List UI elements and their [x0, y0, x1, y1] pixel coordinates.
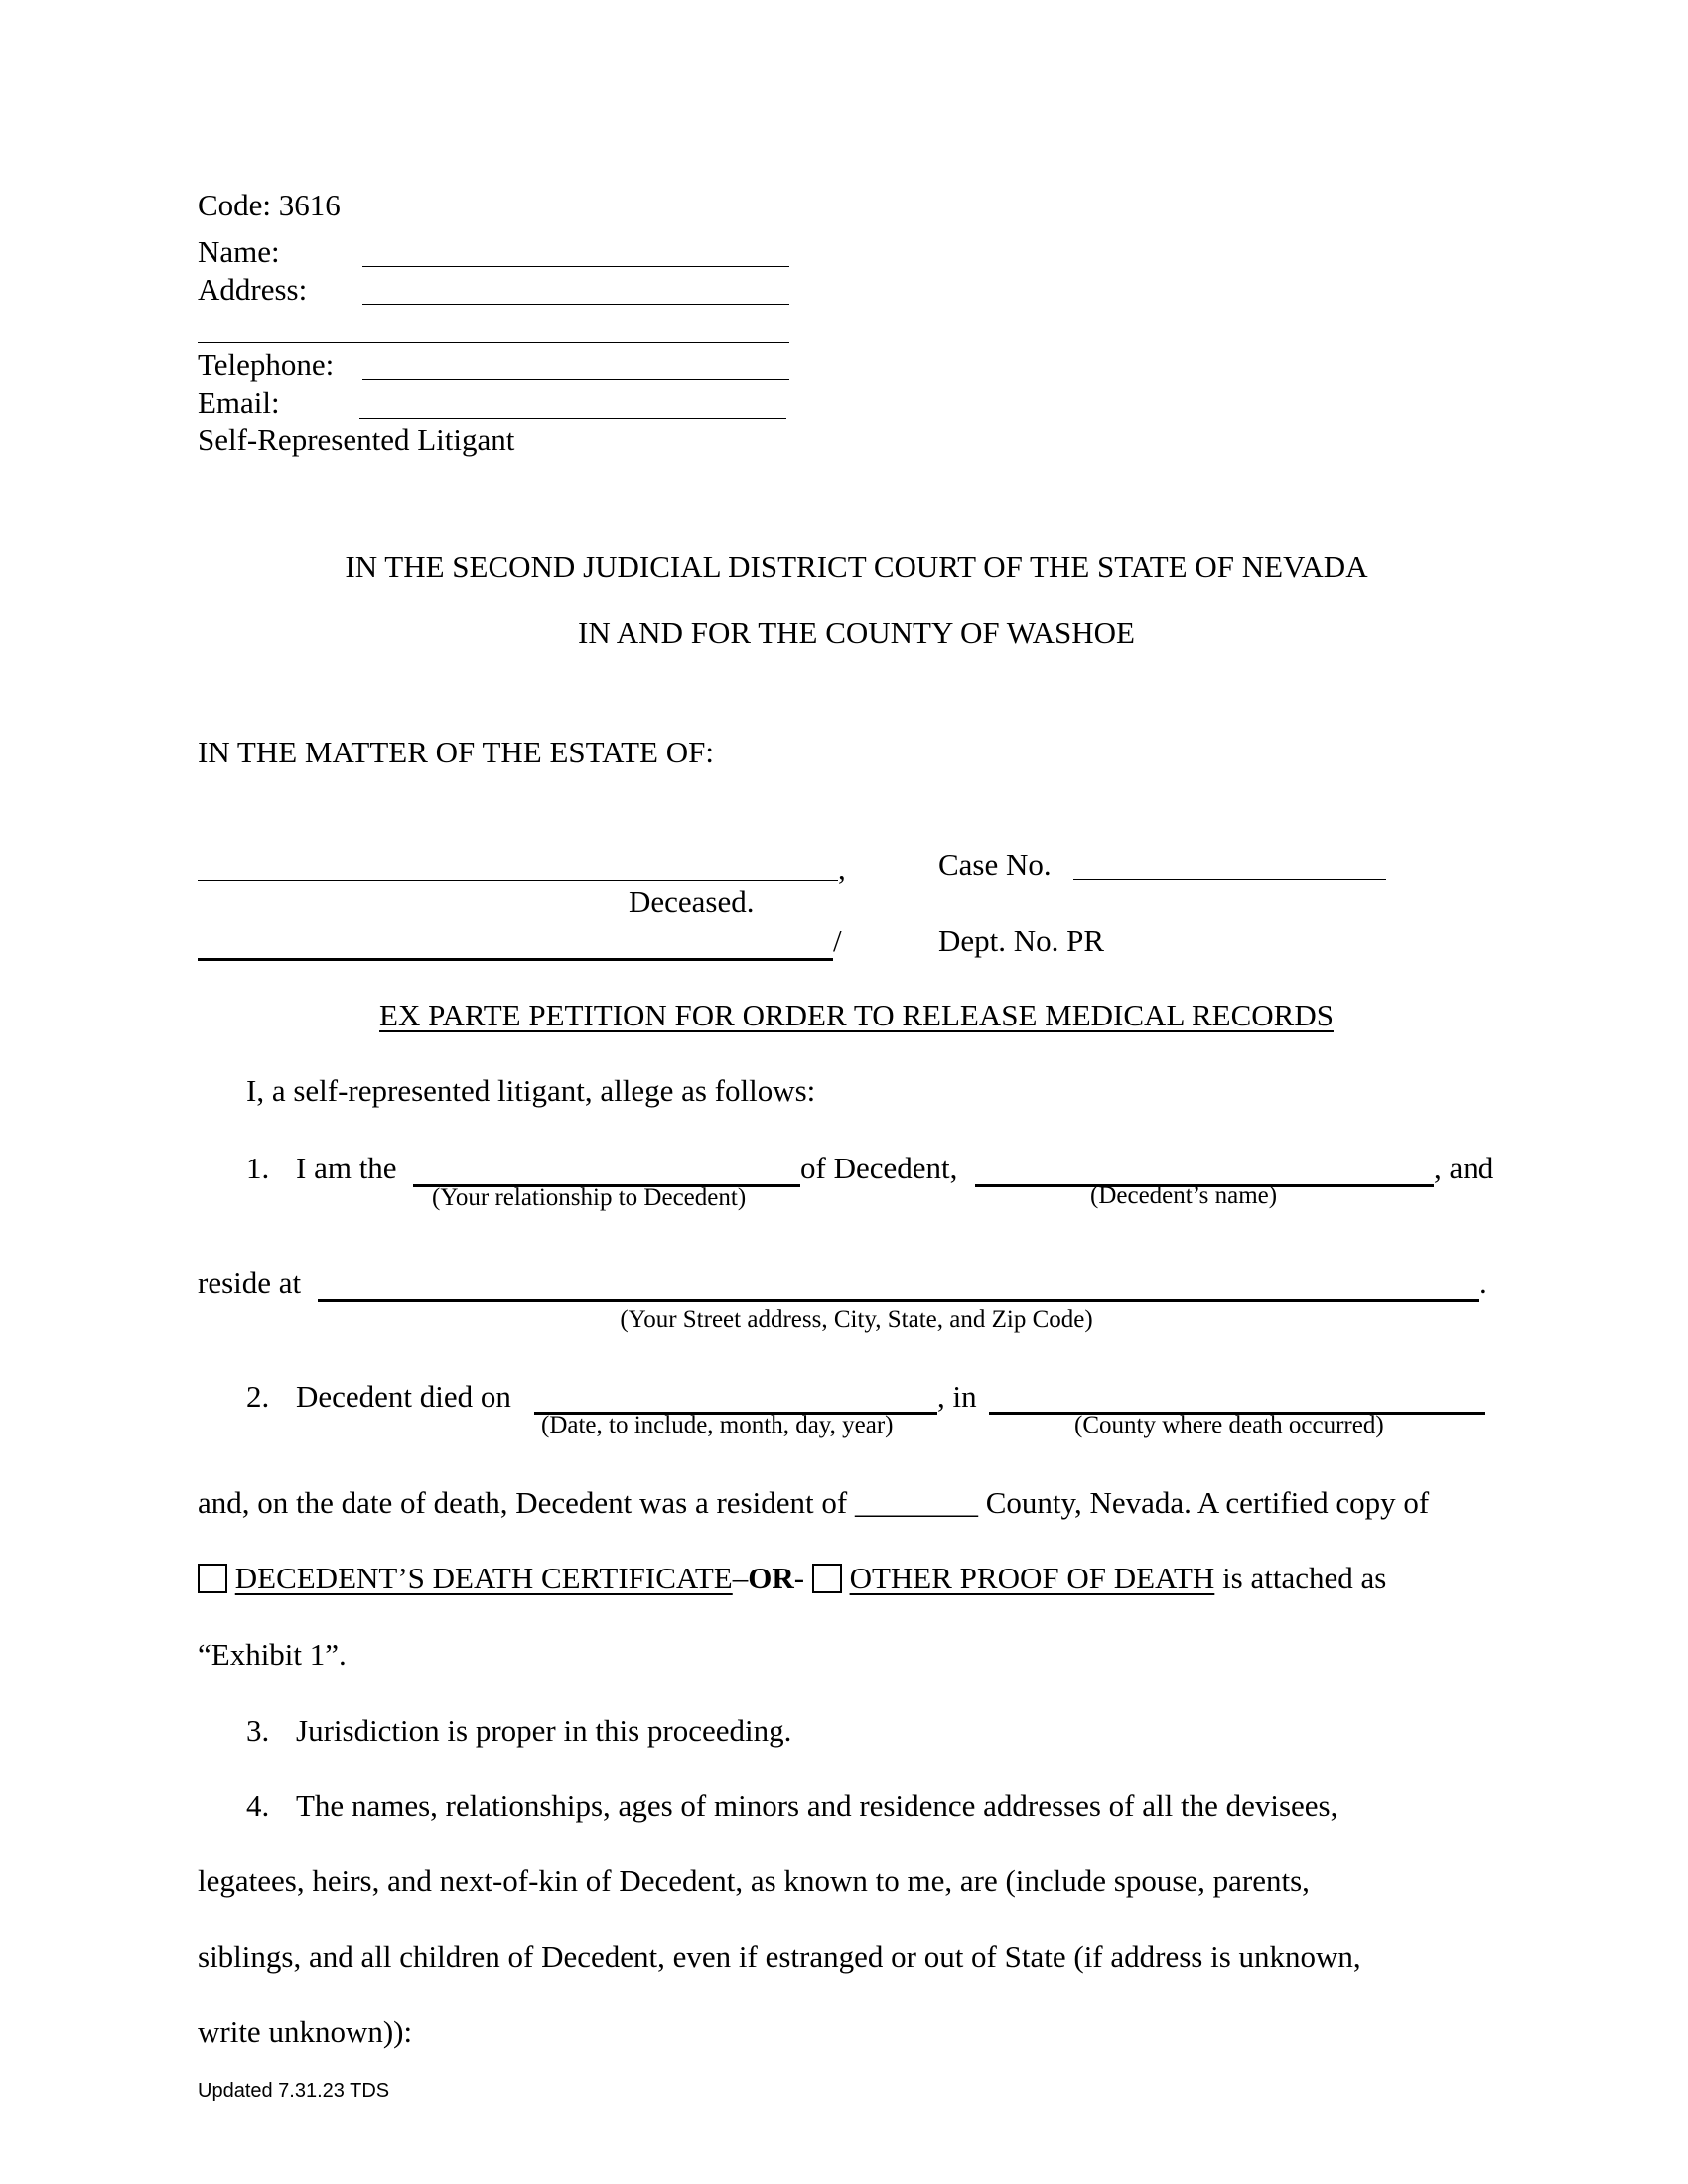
decedent-name-hint: (Decedent’s name)	[1090, 1182, 1278, 1209]
death-certificate-checkbox[interactable]	[198, 1564, 227, 1593]
p3-number: 3.	[246, 1713, 270, 1748]
telephone-label: Telephone:	[198, 347, 335, 382]
deceased-label: Deceased.	[629, 885, 755, 919]
email-label: Email:	[198, 385, 280, 420]
p4-line-4: write unknown)):	[198, 2014, 413, 2049]
county-hint: (County where death occurred)	[1074, 1412, 1384, 1438]
case-number-field[interactable]	[1073, 849, 1386, 880]
address-field-line-1[interactable]	[362, 274, 789, 305]
p1-period: .	[1479, 1265, 1487, 1299]
case-number-label: Case No.	[938, 847, 1052, 882]
relationship-field[interactable]	[413, 1155, 800, 1187]
p4-line-3: siblings, and all children of Decedent, even if estranged or out of State (if address is unknown,	[198, 1939, 1361, 1974]
other-proof-option: OTHER PROOF OF DEATH	[849, 1561, 1215, 1595]
p1-reside-at: reside at	[198, 1265, 302, 1299]
p1-i-am-the: I am the	[296, 1151, 397, 1185]
attached-as-text: is attached as	[1222, 1561, 1387, 1595]
estate-matter-heading: IN THE MATTER OF THE ESTATE OF:	[198, 735, 714, 769]
or-label: OR	[748, 1561, 794, 1595]
caption-separator	[198, 928, 833, 961]
residence-address-field[interactable]	[318, 1270, 1479, 1302]
petition-title: EX PARTE PETITION FOR ORDER TO RELEASE MEDICAL RECORDS	[379, 998, 1334, 1032]
relationship-hint: (Your relationship to Decedent)	[432, 1184, 747, 1211]
self-represented-label: Self-Represented Litigant	[198, 422, 515, 457]
court-heading: IN THE SECOND JUDICIAL DISTRICT COURT OF THE STATE OF NEVADA	[345, 549, 1368, 584]
dept-number-label: Dept. No. PR	[938, 923, 1105, 958]
p1-of-decedent: of Decedent,	[800, 1151, 958, 1185]
other-proof-checkbox[interactable]	[812, 1564, 842, 1593]
date-of-death-field[interactable]	[534, 1382, 937, 1415]
p3-text: Jurisdiction is proper in this proceeding.	[296, 1713, 792, 1748]
p1-number: 1.	[246, 1151, 270, 1185]
caption-comma: ,	[838, 851, 846, 886]
residence-sentence	[198, 1485, 1429, 1521]
p4-line-2: legatees, heirs, and next-of-kin of Decedent, as known to me, are (include spouse, parents,	[198, 1863, 1310, 1898]
telephone-field[interactable]	[362, 349, 789, 380]
p1-and: , and	[1434, 1151, 1494, 1185]
resident-prefix: and, on the date of death, Decedent was a resident of	[198, 1485, 848, 1520]
p2-in: , in	[937, 1379, 977, 1414]
address-label: Address:	[198, 272, 308, 307]
proof-of-death-line	[198, 1561, 1386, 1596]
resident-county-blank[interactable]: ________	[854, 1485, 978, 1520]
or-dash-right: -	[793, 1561, 805, 1595]
county-heading: IN AND FOR THE COUNTY OF WASHOE	[578, 615, 1135, 650]
footer-updated: Updated 7.31.23 TDS	[198, 2080, 390, 2102]
name-field[interactable]	[362, 236, 789, 267]
p2-number: 2.	[246, 1379, 270, 1414]
intro-text: I, a self-represented litigant, allege as follows:	[246, 1073, 816, 1108]
p4-number: 4.	[246, 1788, 270, 1823]
p4-line-1: The names, relationships, ages of minors and residence addresses of all the devisees,	[296, 1788, 1338, 1823]
form-code: Code: 3616	[198, 188, 341, 222]
address-hint: (Your Street address, City, State, and Zip Code)	[620, 1306, 1093, 1333]
caption-slash: /	[833, 923, 842, 958]
or-dash-left: –	[732, 1561, 749, 1595]
death-certificate-option: DECEDENT’S DEATH CERTIFICATE	[234, 1561, 733, 1595]
name-label: Name:	[198, 234, 280, 269]
address-field-line-2[interactable]	[198, 313, 789, 343]
county-of-death-field[interactable]	[989, 1382, 1485, 1415]
email-field[interactable]	[359, 388, 786, 419]
resident-suffix: County, Nevada. A certified copy of	[985, 1485, 1430, 1520]
date-hint: (Date, to include, month, day, year)	[541, 1412, 894, 1438]
p2-died-on: Decedent died on	[296, 1379, 511, 1414]
exhibit-label: “Exhibit 1”.	[198, 1637, 347, 1672]
decedent-name-field[interactable]	[198, 850, 838, 881]
